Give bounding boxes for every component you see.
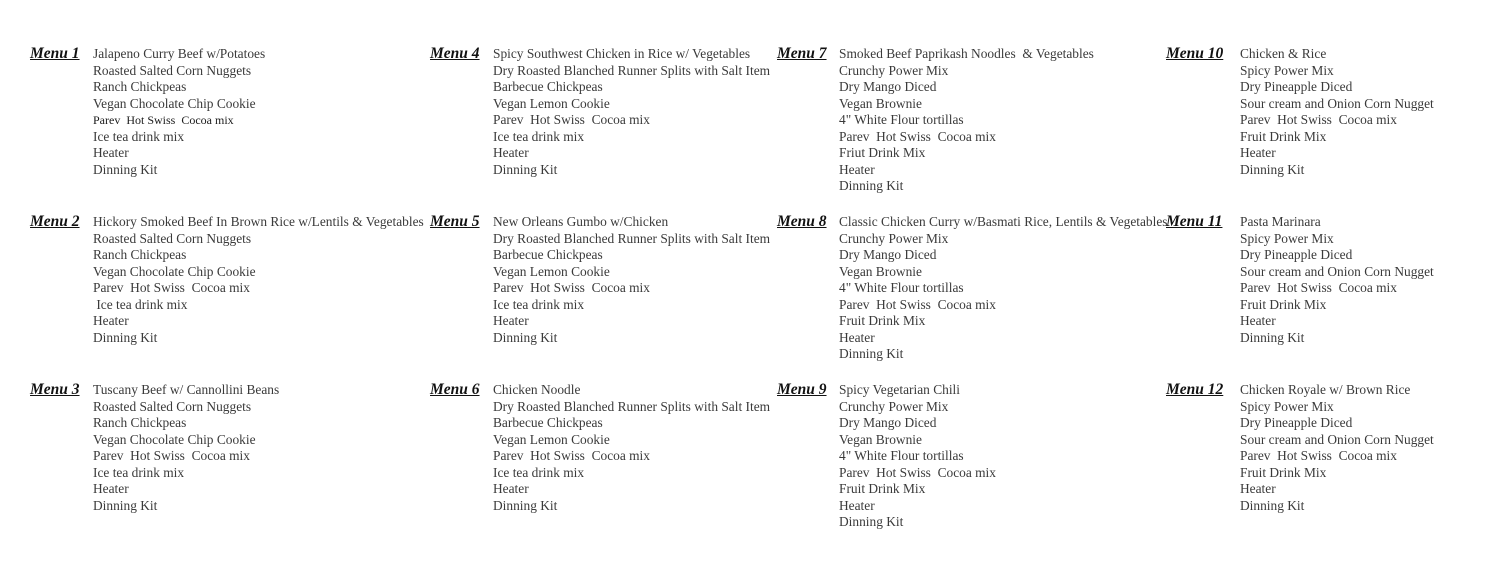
menu-item-list bbox=[493, 382, 770, 514]
menu-item-entree: Spicy Vegetarian Chili bbox=[839, 382, 960, 397]
menu-item: Heater bbox=[93, 145, 129, 160]
menu-item: Spicy Power Mix bbox=[1240, 398, 1334, 414]
menu-item-list bbox=[1240, 46, 1434, 178]
menu-item: Parev Hot Swiss Cocoa mix bbox=[839, 128, 996, 144]
menu-label: Menu 12 bbox=[1166, 381, 1224, 398]
menu-item: Ice tea drink mix bbox=[493, 464, 585, 480]
menu-item-list bbox=[93, 214, 424, 346]
menu-item-entree: Smoked Beef Paprikash Noodles & Vegetables bbox=[839, 46, 1094, 61]
menu-item: Heater bbox=[493, 481, 529, 496]
menu-item: Ice tea drink mix bbox=[493, 296, 585, 312]
menu-item: Parev Hot Swiss Cocoa mix bbox=[1240, 448, 1397, 463]
menu-item: Parev Hot Swiss Cocoa mix bbox=[839, 296, 996, 312]
menu-item: Dry Roasted Blanched Runner Splits with Salt Item bbox=[493, 230, 771, 246]
menu-label: Menu 3 bbox=[30, 381, 80, 398]
menu-item-entree: Spicy Southwest Chicken in Rice w/ Vegetables bbox=[493, 46, 751, 61]
menu-item: Parev Hot Swiss Cocoa mix bbox=[839, 464, 996, 480]
menu-item: Vegan Brownie bbox=[839, 263, 922, 279]
menu-item-list bbox=[493, 46, 770, 178]
menu-item-entree: New Orleans Gumbo w/Chicken bbox=[493, 214, 669, 229]
menu-item: Fruit Drink Mix bbox=[1240, 464, 1327, 480]
menu-item: 4" White Flour tortillas bbox=[839, 112, 964, 127]
menu-item-entree: Chicken Noodle bbox=[493, 382, 581, 397]
menu-label: Menu 6 bbox=[430, 381, 480, 398]
menu-item: Barbecue Chickpeas bbox=[493, 79, 603, 94]
menu-item: Dinning Kit bbox=[1240, 161, 1305, 177]
menu-item-list bbox=[839, 214, 1168, 363]
menu-item-entree: Classic Chicken Curry w/Basmati Rice, Lentils & Vegetables bbox=[839, 214, 1168, 229]
menu-item: Fruit Drink Mix bbox=[839, 313, 926, 328]
menu-label: Menu 4 bbox=[430, 45, 480, 62]
menu-item-entree: Jalapeno Curry Beef w/Potatoes bbox=[93, 46, 266, 61]
menu-item: Vegan Chocolate Chip Cookie bbox=[93, 95, 256, 111]
menu-item: Dinning Kit bbox=[93, 497, 158, 513]
menu-item: Dinning Kit bbox=[93, 161, 158, 177]
menu-label: Menu 11 bbox=[1166, 213, 1223, 230]
menu-item-list bbox=[839, 382, 996, 531]
menu-item: Ranch Chickpeas bbox=[93, 247, 187, 262]
menu-item: Heater bbox=[1240, 481, 1276, 496]
menu-label: Menu 2 bbox=[30, 213, 80, 230]
menu-item-list bbox=[839, 46, 1094, 195]
menu-item: Barbecue Chickpeas bbox=[493, 415, 603, 430]
menu-label: Menu 7 bbox=[777, 45, 827, 62]
menu-item: Sour cream and Onion Corn Nugget bbox=[1240, 95, 1434, 111]
menu-item: Dry Pineapple Diced bbox=[1240, 415, 1353, 430]
menu-item: Crunchy Power Mix bbox=[839, 62, 949, 78]
menu-item: Vegan Brownie bbox=[839, 95, 922, 111]
menu-item: Heater bbox=[839, 161, 875, 177]
menu-item: Ice tea drink mix bbox=[93, 128, 185, 144]
menu-item: Parev Hot Swiss Cocoa mix bbox=[93, 448, 250, 463]
menu-item-list bbox=[93, 46, 265, 178]
menu-item: Sour cream and Onion Corn Nugget bbox=[1240, 263, 1434, 279]
menu-item: Dry Pineapple Diced bbox=[1240, 247, 1353, 262]
menu-item: Vegan Lemon Cookie bbox=[493, 95, 610, 111]
menu-item: Parev Hot Swiss Cocoa mix bbox=[1240, 112, 1397, 127]
menu-item: Heater bbox=[93, 313, 129, 328]
menu-item: Ranch Chickpeas bbox=[93, 79, 187, 94]
menu-item: Heater bbox=[93, 481, 129, 496]
menu-item: Dry Mango Diced bbox=[839, 79, 937, 94]
menu-label: Menu 5 bbox=[430, 213, 480, 230]
menu-item: Dinning Kit bbox=[493, 329, 558, 345]
menu-item: 4" White Flour tortillas bbox=[839, 448, 964, 463]
menu-item: Parev Hot Swiss Cocoa mix bbox=[93, 113, 234, 127]
menu-item: Parev Hot Swiss Cocoa mix bbox=[493, 112, 650, 127]
menu-item: Friut Drink Mix bbox=[839, 145, 926, 160]
menu-item-list bbox=[493, 214, 770, 346]
menu-item: Parev Hot Swiss Cocoa mix bbox=[493, 280, 650, 295]
menu-item-entree: Pasta Marinara bbox=[1240, 214, 1321, 229]
menu-item: Vegan Lemon Cookie bbox=[493, 431, 610, 447]
menu-label: Menu 10 bbox=[1166, 45, 1224, 62]
menu-item: Crunchy Power Mix bbox=[839, 398, 949, 414]
menu-item: Heater bbox=[839, 497, 875, 513]
menu-item: Heater bbox=[839, 329, 875, 345]
menu-item: Ice tea drink mix bbox=[493, 128, 585, 144]
menu-item: Sour cream and Onion Corn Nugget bbox=[1240, 431, 1434, 447]
menu-item: Dry Roasted Blanched Runner Splits with Salt Item bbox=[493, 62, 771, 78]
menu-item: Roasted Salted Corn Nuggets bbox=[93, 62, 252, 78]
menu-item: Dinning Kit bbox=[493, 497, 558, 513]
menu-item: 4" White Flour tortillas bbox=[839, 280, 964, 295]
menu-item: Heater bbox=[1240, 313, 1276, 328]
menu-item: Ice tea drink mix bbox=[93, 296, 188, 312]
menu-item: Parev Hot Swiss Cocoa mix bbox=[93, 280, 250, 295]
menu-item: Dinning Kit bbox=[493, 161, 558, 177]
menu-item: Dinning Kit bbox=[839, 346, 904, 361]
menu-item: Ice tea drink mix bbox=[93, 464, 185, 480]
menu-item: Vegan Chocolate Chip Cookie bbox=[93, 263, 256, 279]
menu-item-entree: Hickory Smoked Beef In Brown Rice w/Lentils & Vegetables bbox=[93, 214, 424, 229]
menu-item-list bbox=[1240, 214, 1434, 346]
menu-item: Dinning Kit bbox=[839, 514, 904, 529]
menu-item: Heater bbox=[493, 313, 529, 328]
menu-item: Ranch Chickpeas bbox=[93, 415, 187, 430]
menu-item: Dinning Kit bbox=[93, 329, 158, 345]
menu-item: Fruit Drink Mix bbox=[1240, 128, 1327, 144]
menu-item-list bbox=[93, 382, 279, 514]
menu-item: Roasted Salted Corn Nuggets bbox=[93, 230, 252, 246]
menu-item: Vegan Brownie bbox=[839, 431, 922, 447]
menu-item: Barbecue Chickpeas bbox=[493, 247, 603, 262]
menu-item: Parev Hot Swiss Cocoa mix bbox=[493, 448, 650, 463]
menu-item: Heater bbox=[493, 145, 529, 160]
menu-item: Spicy Power Mix bbox=[1240, 62, 1334, 78]
menu-item: Dry Mango Diced bbox=[839, 415, 937, 430]
menu-item-entree: Chicken & Rice bbox=[1240, 46, 1327, 61]
menu-label: Menu 9 bbox=[777, 381, 827, 398]
menu-item: Dinning Kit bbox=[1240, 497, 1305, 513]
menu-item: Dinning Kit bbox=[1240, 329, 1305, 345]
menu-item: Fruit Drink Mix bbox=[1240, 296, 1327, 312]
menu-item: Roasted Salted Corn Nuggets bbox=[93, 398, 252, 414]
menu-item: Dry Pineapple Diced bbox=[1240, 79, 1353, 94]
menu-item: Dry Roasted Blanched Runner Splits with Salt Item bbox=[493, 398, 771, 414]
menu-label: Menu 1 bbox=[30, 45, 80, 62]
menu-item: Dinning Kit bbox=[839, 178, 904, 193]
menu-item-list bbox=[1240, 382, 1434, 514]
menu-label: Menu 8 bbox=[777, 213, 827, 230]
menu-item-entree: Tuscany Beef w/ Cannollini Beans bbox=[93, 382, 280, 397]
menu-item: Vegan Lemon Cookie bbox=[493, 263, 610, 279]
menu-item: Fruit Drink Mix bbox=[839, 481, 926, 496]
menu-item: Dry Mango Diced bbox=[839, 247, 937, 262]
menu-item-entree: Chicken Royale w/ Brown Rice bbox=[1240, 382, 1411, 397]
menu-item: Heater bbox=[1240, 145, 1276, 160]
menu-item: Parev Hot Swiss Cocoa mix bbox=[1240, 280, 1397, 295]
menu-item: Vegan Chocolate Chip Cookie bbox=[93, 431, 256, 447]
menu-item: Spicy Power Mix bbox=[1240, 230, 1334, 246]
menu-item: Crunchy Power Mix bbox=[839, 230, 949, 246]
